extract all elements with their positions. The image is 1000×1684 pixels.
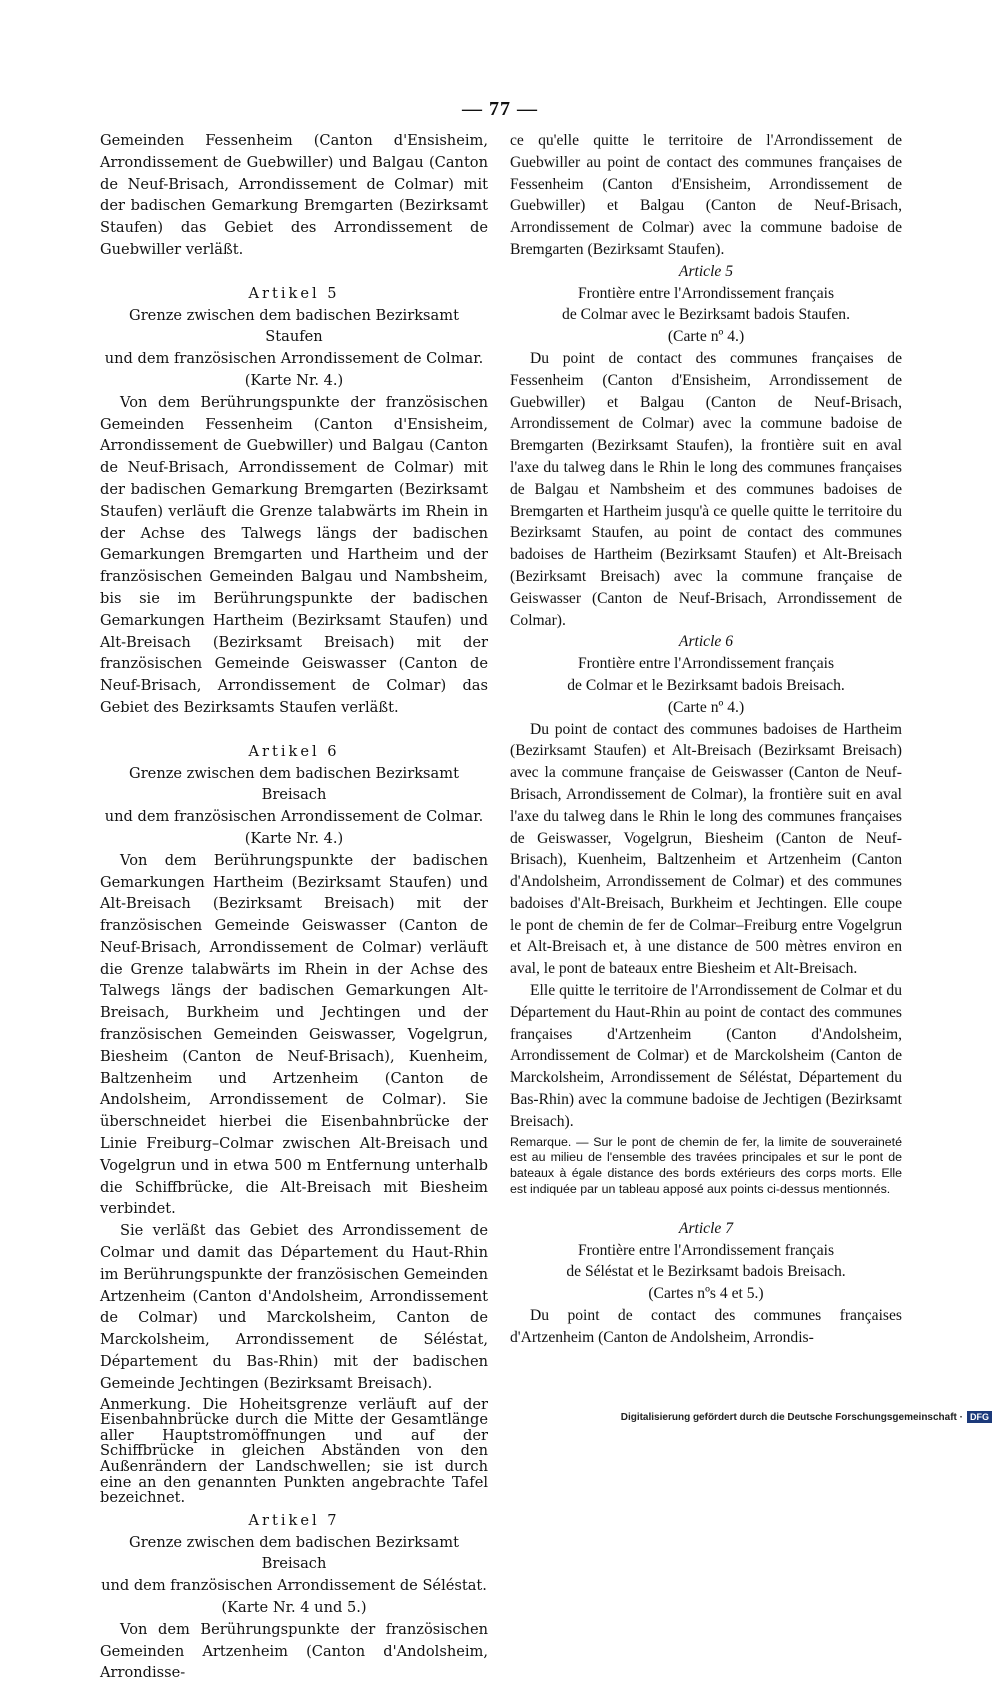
article-5-map-ref: (Karte Nr. 4.) xyxy=(244,371,344,389)
article-6-heading: Artikel 6 xyxy=(248,742,340,760)
article-7-subtitle: Frontière entre l'Arrondissement français xyxy=(577,1241,835,1259)
intro-paragraph: ce qu'elle quitte le territoire de l'Arrondissement de Guebwiller au point de contact des communes françaises de Fessenheim (Canton d'Ensisheim, Arrondissement de Guebwiller) et Balgau (Canton de Neuf-Brisach, Arrondissement de Colmar) avec la commune badoise de Bremgarten (Bezirksamt Staufen). xyxy=(510,132,902,258)
article-6-subtitle: Frontière entre l'Arrondissement français xyxy=(577,655,835,673)
article-5-subtitle: de Colmar avec le Bezirksamt badois Staufen. xyxy=(562,306,850,324)
article-5-text: Du point de contact des communes françaises de Fessenheim (Canton d'Ensisheim, Arrondissement de Guebwiller) et Balgau (Canton de Neuf-Brisach, Arrondissement de Colmar) avec la commune badoise de Bremgarten (Bezirksamt Staufen), la frontière suit en aval l'axe du talweg dans le Rhin le long des communes françaises de Balgau et Nambsheim et des communes badoises de Bremgarten et Hartheim jusqu'à ce quelle quitte le territoire du Bezirksamt Staufen, au point de contact des communes badoises de Hartheim (Bezirksamt Staufen) et Alt-Breisach (Bezirksamt Breisach) avec la commune française de Geiswasser (Canton de Neuf-Brisach, Arrondissement de Colmar). xyxy=(510,349,902,629)
article-7-subtitle: und dem französischen Arrondissement de Séléstat. xyxy=(101,1577,487,1595)
article-5-subtitle: Grenze zwischen dem badischen Bezirksamt Staufen xyxy=(129,306,459,346)
dfg-logo: DFG xyxy=(967,1411,992,1423)
article-7-subtitle: Grenze zwischen dem badischen Bezirksamt Breisach xyxy=(129,1533,459,1573)
article-5-heading: Article 5 xyxy=(678,262,734,280)
article-7-text: Du point de contact des communes françaises d'Artzenheim (Canton de Andolsheim, Arrondis- xyxy=(510,1307,902,1346)
article-6-map-ref: (Karte Nr. 4.) xyxy=(244,829,344,847)
article-6-map-ref: (Carte nº 4.) xyxy=(667,698,745,716)
article-5-text: Von dem Berührungspunkte der französischen Gemeinden Fessenheim (Canton d'Ensisheim, Arrondissement de Guebwiller) und Balgau (Canton de Neuf-Brisach, Arrondissement de Colmar) mit der badischen Gemarkung Bremgarten (Bezirksamt Staufen) verläuft die Grenze talabwärts im Rhein in der Achse des Talwegs längs der badischen Gemarkungen Bremgarten und Hartheim und der französischen Gemeinden Balgau und Nambsheim, bis sie im Berührungspunkte der badischen Gemarkungen Hartheim (Bezirksamt Staufen) und Alt-Breisach (Bezirksamt Breisach) mit der französischen Gemeinde Geiswasser (Canton de Neuf-Brisach, Arrondissement de Colmar) das Gebiet des Bezirksamts Staufen verläßt. xyxy=(100,393,488,716)
french-column xyxy=(510,130,902,1349)
article-5-map-ref: (Carte nº 4.) xyxy=(667,328,745,346)
article-6-subtitle: und dem französischen Arrondissement de Colmar. xyxy=(104,808,484,826)
article-7-map-ref: (Karte Nr. 4 und 5.) xyxy=(221,1598,367,1616)
footer-text: Digitalisierung gefördert durch die Deutsche Forschungsgemeinschaft · xyxy=(620,1411,963,1423)
digitization-footer xyxy=(621,1411,992,1423)
article-5-subtitle: Frontière entre l'Arrondissement français xyxy=(577,284,835,302)
article-6-note: Remarque. — Sur le pont de chemin de fer, la limite de souveraineté est au milieu de l'ensemble des travées principales et sur le pont de bateaux à égale distance des bords extérieurs des corps morts. Elle est indiquée par un tableau apposé aux points ci-dessus mentionnés. xyxy=(510,1134,902,1197)
article-6-text: Du point de contact des communes badoises de Hartheim (Bezirksamt Staufen) et Alt-Breisach (Bezirksamt Breisach) avec la commune française de Geiswasser (Canton de Neuf-Brisach, Arrondissement de Colmar), la frontière suit en aval l'axe du talweg dans le Rhin le long des communes françaises de Geiswasser, Vogelgrun, Biesheim (Canton de Neuf-Brisach), Kuenheim, Baltzenheim et Artzenheim (Canton d'Andolsheim, Arrondissement de Colmar) et des communes badoises d'Alt-Breisach, Burkheim et Jechtingen. Elle coupe le pont de chemin de fer de Colmar–Freiburg entre Vogelgrun et Alt-Breisach et, à une distance de 500 mètres environ en aval, le pont de bateaux entre Biesheim et Alt-Breisach. xyxy=(510,720,902,978)
intro-paragraph: Gemeinden Fessenheim (Canton d'Ensisheim, Arrondissement de Guebwiller) und Balgau (Canton de Neuf-Brisach, Arrondissement de Colmar) mit der badischen Gemarkung Bremgarten (Bezirksamt Staufen) das Gebiet des Arrondissement de Guebwiller verläßt. xyxy=(100,132,488,258)
article-5-subtitle: und dem französischen Arrondissement de Colmar. xyxy=(104,350,484,368)
article-6-subtitle: Grenze zwischen dem badischen Bezirksamt Breisach xyxy=(129,764,459,804)
article-6-text: Elle quitte le territoire de l'Arrondissement de Colmar et du Département du Haut-Rhin au point de contact des communes françaises d'Artzenheim (Canton d'Andolsheim, Arrondissement de Colmar) et de Marckolsheim (Canton de Marckolsheim, Arrondissement de Séléstat, Département du Bas-Rhin) avec la commune badoise de Jechtigen (Bezirksamt Breisach). xyxy=(510,982,902,1130)
article-7-map-ref: (Cartes nºs 4 et 5.) xyxy=(648,1285,764,1303)
article-7-subtitle: de Séléstat et le Bezirksamt badois Breisach. xyxy=(566,1263,846,1281)
article-7-heading: Article 7 xyxy=(678,1219,734,1237)
article-6-text: Von dem Berührungspunkte der badischen Gemarkungen Hartheim (Bezirksamt Staufen) und Alt-Breisach (Bezirksamt Breisach) mit der französischen Gemeinde Geiswasser (Canton de Neuf-Brisach, Arrondissement de Colmar) verläuft die Grenze talabwärts im Rhein in der Achse des Talwegs längs der badischen Gemarkungen Alt-Breisach, Burkheim und Jechtingen und der französischen Gemeinden Geiswasser, Vogelgrun, Biesheim (Canton de Neuf-Brisach), Kuenheim, Baltzenheim und Artzenheim (Canton de Andolsheim, Arrondissement de Colmar). Sie überschneidet hierbei die Eisenbahnbrücke der Linie Freiburg–Colmar zwischen Alt-Breisach und Vogelgrun und in etwa 500 m Entfernung unterhalb die Schiffbrücke, die Alt-Breisach mit Biesheim verbindet. xyxy=(100,851,488,1218)
article-6-heading: Article 6 xyxy=(678,633,734,651)
article-6-subtitle: de Colmar et le Bezirksamt badois Breisach. xyxy=(567,676,845,694)
article-6-text: Sie verläßt das Gebiet des Arrondissement de Colmar und damit das Département du Haut-Rhin im Berührungspunkte der französischen Gemeinden Artzenheim (Canton d'Andolsheim, Arrondissement de Colmar) und Marckolsheim, Canton de Marckolsheim, Arrondissement de Séléstat, Département du Bas-Rhin) mit der badischen Gemeinde Jechtingen (Bezirksamt Breisach). xyxy=(100,1222,488,1392)
article-5-heading: Artikel 5 xyxy=(248,284,340,302)
article-6-note: Anmerkung. Die Hoheitsgrenze verläuft auf der Eisenbahnbrücke durch die Mitte der Gesamtlänge aller Hauptstromöffnungen und auf der Schiffbrücke in gleichen Abständen von den Außenrändern der Landschwellen; sie ist durch eine an den genannten Punkten angebrachte Tafel bezeichnet. xyxy=(100,1395,488,1507)
page-number: — 77 — xyxy=(462,98,538,120)
article-7-text: Von dem Berührungspunkte der französischen Gemeinden Artzenheim (Canton d'Andolsheim, Arrondisse- xyxy=(100,1620,488,1682)
german-column xyxy=(100,130,488,1684)
article-7-heading: Artikel 7 xyxy=(248,1511,340,1529)
